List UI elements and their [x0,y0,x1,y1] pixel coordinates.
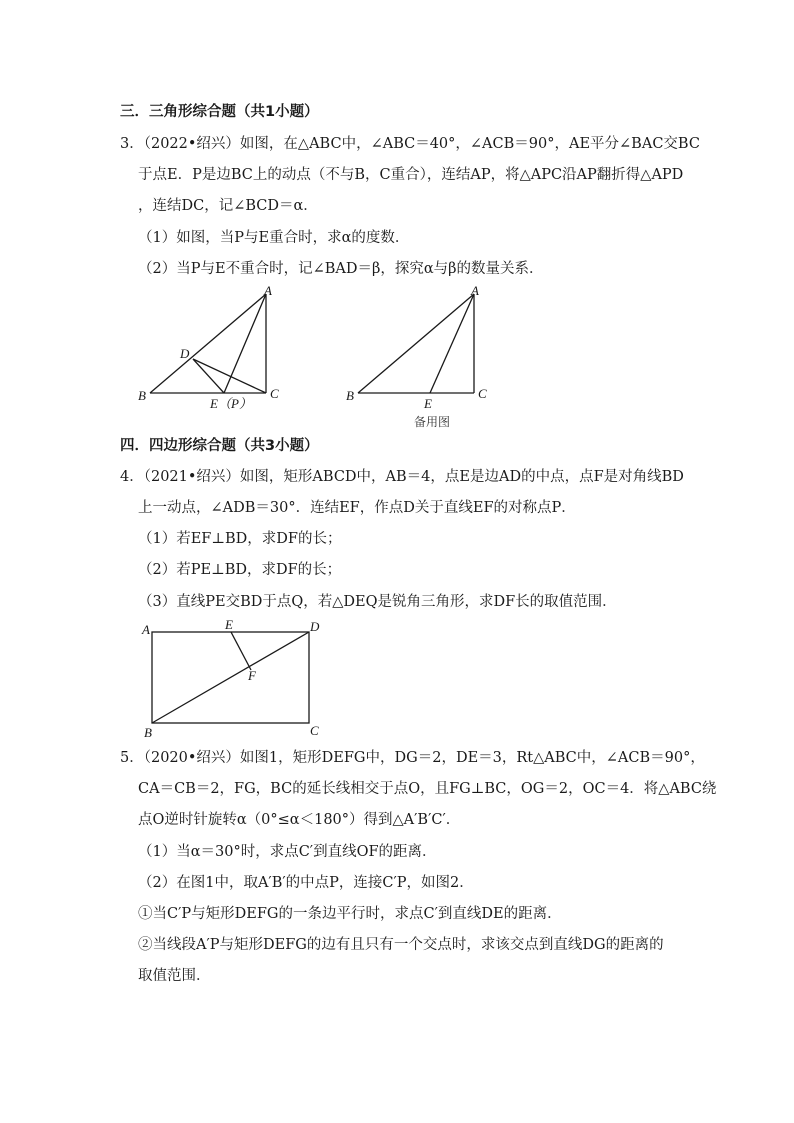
problem-4-line-2: 上一动点，∠ADB＝30°．连结EF，作点D关于直线EF的对称点P． [138,500,576,516]
fig3b-label-c: C [478,386,487,401]
fig4-label-b: B [144,725,152,740]
rectangle-figure [138,616,338,740]
fig4-label-a: A [142,622,150,637]
problem-5-question-2b-line-1: ②当线段A′P与矩形DEFG的边有且只有一个交点时，求该交点到直线DG的距离的 [138,937,664,953]
fig3a-label-d: D [180,346,190,361]
problem-4-question-2: （2）若PE⊥BD，求DF的长； [138,562,342,578]
problem-5-question-2: （2）在图1中，取A′B′的中点P，连接C′P，如图2． [138,875,474,891]
problem-3-question-1: （1）如图，当P与E重合时，求α的度数． [138,230,410,246]
problem-5-question-2b-line-2: 取值范围． [138,968,211,984]
problem-5-line-2: CA＝CB＝2，FG，BC的延长线相交于点O，且FG⊥BC，OG＝2，OC＝4．将△ABC绕 [138,781,717,797]
fig4-label-c: C [310,723,319,738]
fig3a-label-b: B [138,388,146,403]
fig3b-caption: 备用图 [414,415,451,429]
fig3b-label-b: B [346,388,354,403]
fig3a-label-a: A [264,283,272,298]
fig4-label-e: E [225,617,233,632]
fig3a-label-e-p: E（P） [210,396,252,411]
problem-3-line-2: 于点E．P是边BC上的动点（不与B，C重合），连结AP，将△APC沿AP翻折得△APD [138,167,684,183]
section-heading-triangle: 三．三角形综合题（共1小题） [120,104,319,120]
fig3b-label-e: E [424,396,432,411]
fig4-label-d: D [310,619,320,634]
problem-4-line-1: 4．（2021•绍兴）如图，矩形ABCD中，AB＝4，点E是边AD的中点，点F是对角线BD [120,469,684,485]
fig3b-label-a: A [471,283,479,298]
problem-3-question-2: （2）当P与E不重合时，记∠BAD＝β，探究α与β的数量关系． [138,261,544,277]
triangle-figure-spare [338,280,498,432]
fig3a-label-c: C [270,386,279,401]
problem-5-question-1: （1）当α＝30°时，求点C′到直线OF的距离． [138,844,437,860]
triangle-figure-main [130,280,290,412]
section-heading-quadrilateral: 四．四边形综合题（共3小题） [120,438,319,454]
problem-4-question-1: （1）若EF⊥BD，求DF的长； [138,531,342,547]
problem-5-line-3: 点O逆时针旋转α（0°≤α＜180°）得到△A′B′C′． [138,812,461,828]
problem-3-line-1: 3．（2022•绍兴）如图，在△ABC中，∠ABC＝40°，∠ACB＝90°，AE平分∠BAC交BC [120,136,700,152]
fig4-label-f: F [248,668,256,683]
problem-4-question-3: （3）直线PE交BD于点Q，若△DEQ是锐角三角形，求DF长的取值范围． [138,594,617,610]
problem-3-line-3: ，连结DC，记∠BCD＝α． [138,198,318,214]
problem-5-line-1: 5．（2020•绍兴）如图1，矩形DEFG中，DG＝2，DE＝3，Rt△ABC中，∠ACB＝90°， [120,750,705,766]
problem-5-question-2a: ①当C′P与矩形DEFG的一条边平行时，求点C′到直线DE的距离． [138,906,562,922]
